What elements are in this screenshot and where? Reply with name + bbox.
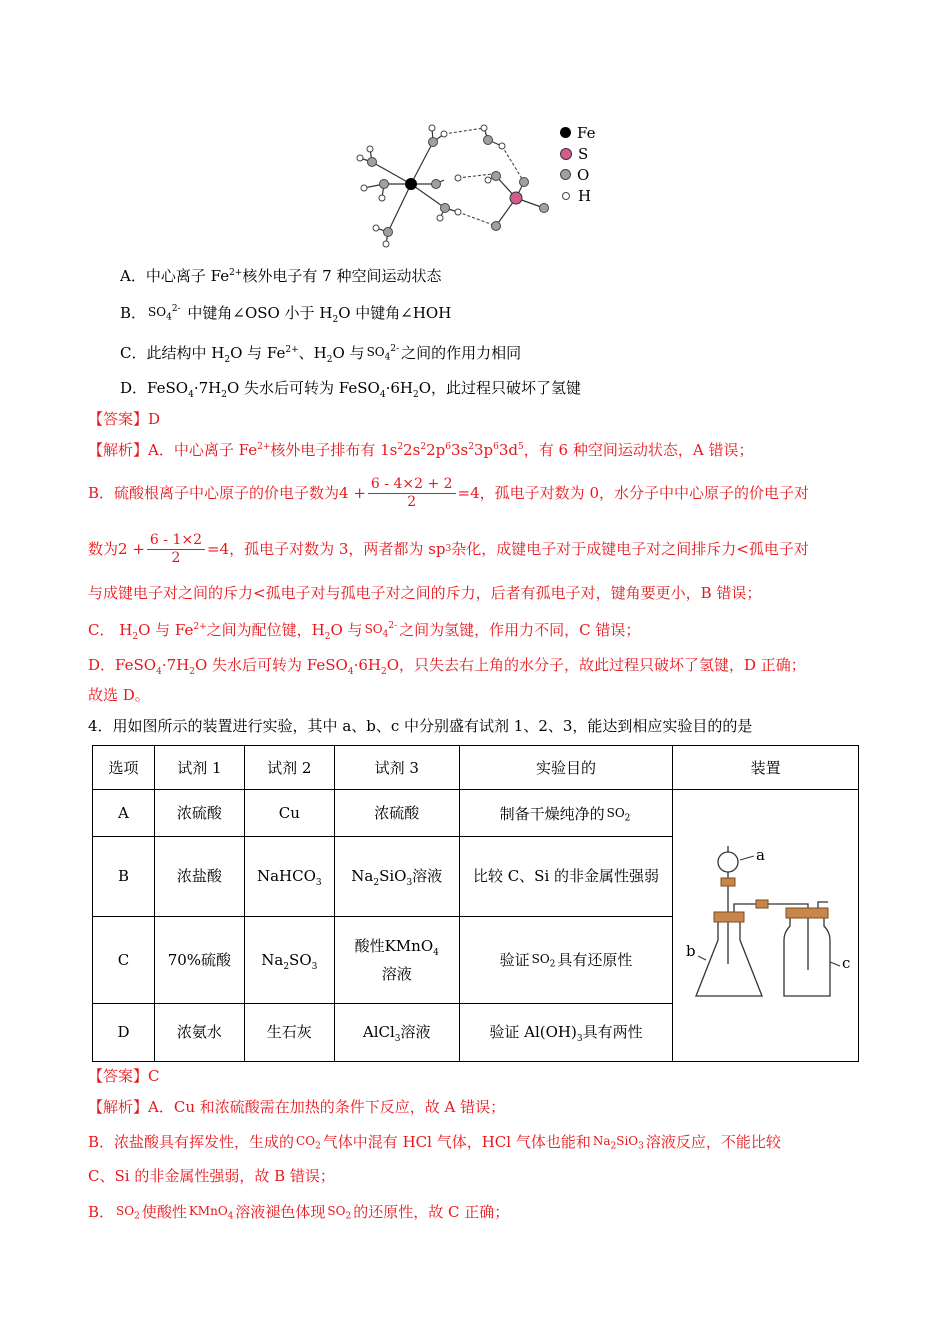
table-row: B 浓盐酸 NaHCO$_3$ $Na_2SiO_3$溶液 比较 C、Si 的非金属性强弱 <box>93 837 859 916</box>
legend-fe: Fe <box>560 122 595 143</box>
table-row: A 浓硫酸 Cu 浓硫酸 制备干燥纯净的 $SO_2$ <box>93 790 859 837</box>
header-purpose: 实验目的 <box>459 746 673 790</box>
s-atom-icon <box>560 148 572 160</box>
apparatus-diagram <box>684 840 854 1005</box>
q4-stem: 4．用如图所示的装置进行实验，其中 a、b、c 中分别盛有试剂 1、2、3，能达到相应实验目的的是 <box>88 717 753 735</box>
q3-explanation-d: D．$FeSO_4\cdot 7H_2O$ 失水后可转为 $FeSO_4\cdot 6H_2O$，只失去右上角的水分子，故此过程只破坏了氢键，D 正确； <box>88 656 806 677</box>
q4-explanation-b1: B．浓盐酸具有挥发性，生成的 $CO_2$ 气体中混有 HCl 气体，HCl 气体也能和 $Na_2SiO_3$ 溶液反应，不能比较 <box>88 1133 781 1152</box>
q3-option-d: D．$FeSO_4\cdot 7H_2O$ 失水后可转为 $FeSO_4\cdot 6H_2O$，此过程只破坏了氢键 <box>120 379 582 400</box>
o-atom-icon <box>560 169 571 180</box>
q3-explanation-b2: 数为 2 + $\frac{6 - 1\times 2}{2}$ =4 ，孤电子对数为 3，两者都为 sp 3 杂化，成键电子对于成键电子对之间排斥力<孤电子对 <box>88 531 809 566</box>
atom-legend <box>560 122 595 206</box>
funnel-bulb <box>718 852 738 872</box>
header-reagent-1: 试剂 1 <box>154 746 244 790</box>
atoms <box>357 125 549 247</box>
label-b: b <box>686 942 696 960</box>
table-header-row <box>93 746 859 790</box>
header-option: 选项 <box>93 746 155 790</box>
label-c: c <box>842 954 851 972</box>
legend-o: O <box>560 164 595 185</box>
q3-option-a: A．中心离子 $Fe^{2+}$核外电子有 7 种空间运动状态 <box>120 267 442 285</box>
q4-explanation-c: B． $SO_2$ 使酸性 KMnO$_4$ 溶液褪色体现 $SO_2$ 的还原性，故 C 正确； <box>88 1203 510 1222</box>
q3-option-b: B． $SO_4^{2-}$ 中键角∠OSO 小于 $H_2O$ 中键角∠HOH <box>120 304 452 325</box>
header-reagent-2: 试剂 2 <box>244 746 334 790</box>
q3-explanation-b3: 与成键电子对之间的斥力<孤电子对与孤电子对之间的斥力，后者有孤电子对，键角要更小，B 错误； <box>88 584 762 602</box>
valence-fraction-water: $\frac{6 - 1\times 2}{2}$ <box>147 532 205 567</box>
feso4-7h2o-structure-diagram <box>348 116 568 256</box>
q3-option-c: C．此结构中 $H_2O$ 与 $Fe^{2+}$、$H_2O$ 与 $SO_4^{2-}$ 之间的作用力相同 <box>120 344 522 365</box>
valence-fraction-sulfate: $\frac{6 - 4\times 2 + 2}{2}$ <box>368 476 456 511</box>
header-reagent-3: 试剂 3 <box>334 746 459 790</box>
table-row: C 70%硫酸 $Na_2SO_3$ 酸性KMnO$_4$ 溶液 验证 $SO_2$ 具有还原性 <box>93 916 859 1003</box>
sulfate-ion: $SO_4^{2-}$ <box>148 304 181 323</box>
label-a: a <box>756 846 765 864</box>
bottle-c <box>784 916 830 996</box>
q4-answer: 【答案】C <box>88 1067 160 1085</box>
legend-h: H <box>560 185 595 206</box>
header-apparatus: 装置 <box>673 746 859 790</box>
q3-conclusion: 故选 D。 <box>88 686 150 704</box>
sulfate-ion: $SO_4^{2-}$ <box>364 621 398 640</box>
q4-explanation-b2: C、Si 的非金属性强弱，故 B 错误； <box>88 1167 335 1185</box>
q3-explanation-b1: B．硫酸根离子中心原子的价电子数为 4 + $\frac{6 - 4\times 2 + 2}{2}$ =4 ，孤电子对数为 0，水分子中中心原子的价电子对 <box>88 475 809 510</box>
table-row: D 浓氨水 生石灰 AlCl$_3$溶液 验证 $Al(OH)_3$具有两性 <box>93 1003 859 1061</box>
q3-explanation-a: 【解析】A．中心离子 $Fe^{2+}$核外电子排布有 $1s^22s^22p^63s^23p^63d^5$，有 6 种空间运动状态，A 错误； <box>88 441 754 459</box>
fe-atom-icon <box>560 127 571 138</box>
q3-explanation-c: C． $H_2O$ 与 $Fe^{2+}$之间为配位键，$H_2O$ 与 $SO_4^{2-}$ 之间为氢键，作用力不同，C 错误； <box>88 621 641 642</box>
q3-answer: 【答案】D <box>88 410 161 428</box>
h-atom-icon <box>562 192 570 200</box>
flask-b <box>696 922 762 996</box>
legend-s: S <box>560 143 595 164</box>
sulfate-ion: $SO_4^{2-}$ <box>366 344 400 363</box>
q4-explanation-a: 【解析】A．Cu 和浓硫酸需在加热的条件下反应，故 A 错误； <box>88 1098 506 1116</box>
